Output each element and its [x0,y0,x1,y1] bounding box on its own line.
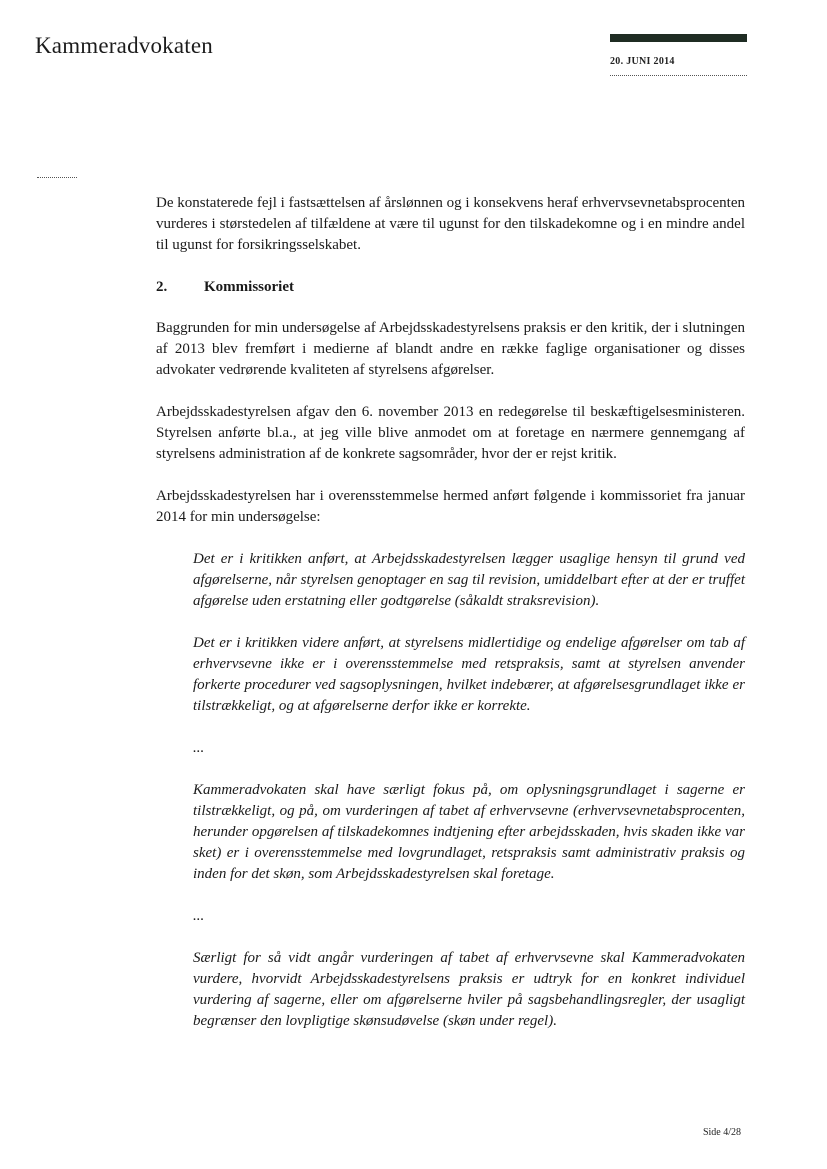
quote-paragraph: Det er i kritikken anført, at Arbejdsskadestyrelsen lægger usaglige hensyn til grund ved afgørelserne, når styrelsen genoptager en sag til revision, umiddelbart efter at der er truffet afgørelse uden erstatning eller godtgørelse (såkaldt straksrevision). [193,551,745,609]
margin-divider [37,177,77,178]
quote-paragraph: Det er i kritikken videre anført, at styrelsens midlertidige og endelige afgørelser om tab af erhvervsevne ikke er i overensstemmelse med retspraksis, samt at styrelsen anvender forkerte procedurer ved sagsoplysningen, hvilket indebærer, at afgørelsesgrundlaget ikke er tilstrækkeligt, og at afgørelserne derfor ikke er korrekte. [193,635,745,714]
quote-paragraph: Kammeradvokaten skal have særligt fokus på, om oplysningsgrundlaget i sagerne er tilstrækkeligt, og på, om vurderingen af tabet af erhvervsevne (erhvervsevnetabsprocenten, herunder opgørelsen af tilskadekomnes indtjening efter arbejdsskaden, hvis skaden ikke var sket) er i overensstemmelse med lovgrundlaget, retspraksis samt administrativ praksis og inden for det skøn, som Arbejdsskadestyrelsen skal foretage. [193,782,745,882]
section-title: Kommissoriet [204,279,294,295]
document-date: 20. JUNI 2014 [610,56,675,67]
section-heading [156,277,745,298]
section-number: 2. [156,279,168,295]
document-body [156,193,745,1053]
paragraph: Arbejdsskadestyrelsen har i overensstemmelse hermed anført følgende i kommissoriet fra januar 2014 for min undersøgelse: [156,488,745,525]
intro-paragraph: De konstaterede fejl i fastsættelsen af årslønnen og i konsekvens heraf erhvervsevnetabsprocenten vurderes i størstedelen af tilfældene at være til ugunst for den tilskadekomne og i en mindre andel til ugunst for forsikringsselskabet. [156,195,745,253]
company-logo: Kammeradvokaten [35,33,213,58]
quote-paragraph: Særligt for så vidt angår vurderingen af tabet af erhvervsevne skal Kammeradvokaten vurdere, hvorvidt Arbejdsskadestyrelsens praksis er udtryk for en konkret individuel vurdering af sagerne, eller om afgørelserne hviler på sagsbehandlingsregler, der usagligt begrænser den lovpligtige skønsudøvelse (skøn under regel). [193,950,745,1029]
paragraph: Baggrunden for min undersøgelse af Arbejdsskadestyrelsens praksis er den kritik, der i slutningen af 2013 blev fremført i medierne af blandt andre en række faglige organisationer og disses advokater vedrørende kvaliteten af styrelsens afgørelser. [156,320,745,378]
header-divider [610,75,747,76]
quote-ellipsis: ... [193,740,205,756]
page-number: Side 4/28 [702,1127,741,1138]
paragraph: Arbejdsskadestyrelsen afgav den 6. november 2013 en redegørelse til beskæftigelsesministeren. Styrelsen anførte bl.a., at jeg ville blive anmodet om at foretage en nærmere gennemgang af styrelsens administration af de konkrete sagsområder, hvor der er rejst kritik. [156,404,745,462]
quote-ellipsis: ... [193,908,205,924]
header-bar [610,34,747,42]
